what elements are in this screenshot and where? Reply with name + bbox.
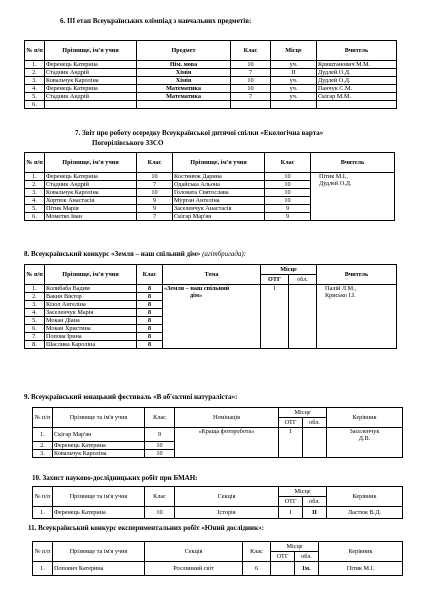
table-row: 4. Ференець Катерина Математика 10 уч. Панчук С.М. bbox=[25, 85, 397, 93]
col-no: № п/п bbox=[25, 265, 45, 285]
section-10-title: 10. Захист науково-дослідницьких робіт при БМАН: bbox=[32, 474, 198, 482]
table-row: 6. Мометко Іван 7 Скігар Мар'ян 9 bbox=[25, 213, 395, 221]
eco-watch-table bbox=[24, 152, 395, 221]
place-obl bbox=[289, 285, 317, 349]
teacher-cell: Пітик М.І., Дудлей О.Д. bbox=[311, 173, 395, 221]
col-class: Клас bbox=[137, 153, 173, 173]
table-row: 3. Ковальчук Кароліна Хімія 10 уч. Дудлей О.Д. bbox=[25, 77, 397, 85]
table-row: 2. Вакин Віктор 8 bbox=[25, 293, 397, 301]
col-subject: Предмет bbox=[137, 41, 231, 61]
table-row: 4. Хортюк Анастасія 9 Мурган Ангеліна 10 bbox=[25, 197, 395, 205]
nomination-cell: «Краща фоторобота» bbox=[175, 428, 279, 458]
research-defense-table bbox=[32, 486, 403, 519]
table-row: 1. Попович Катерина Рослинний світ 6 Ім. Пітик М.І. bbox=[33, 562, 403, 576]
supervisor-cell: Заселенчук Д.В. bbox=[327, 428, 403, 458]
col-otg: ОТГ bbox=[279, 497, 303, 507]
col-class: Клас bbox=[145, 487, 175, 507]
col-class: Клас bbox=[137, 265, 163, 285]
table-row: 2. Стадник Андрій Хімія 7 ІІ Дудлей О.Д. bbox=[25, 69, 397, 77]
table-row: 2. Стадник Андрій 7 Одайська Альона 10 bbox=[25, 181, 395, 189]
section-8-title: 8. Всеукраїнський конкурс «Земля – наш спільний дім» (агітбригада): bbox=[24, 250, 247, 258]
table-row: 1. Скігар Мар'ян 9 «Краща фоторобота» І Заселенчук Д.В. bbox=[33, 428, 403, 442]
table-row: 6. Мокан Христина 8 bbox=[25, 325, 397, 333]
section-7-subtitle: Погорілівського ЗЗСО bbox=[92, 139, 164, 147]
section-6-title: 6. ІІІ етап Всеукраїнських олімпіад з навчальних предметів: bbox=[60, 17, 252, 25]
col-obl: обл. bbox=[303, 497, 327, 507]
col-no: № п/п bbox=[33, 542, 53, 562]
naturalist-festival-table bbox=[32, 407, 403, 458]
col-otg: ОТГ bbox=[271, 552, 295, 562]
col-name: Прізвище та ім'я учня bbox=[53, 542, 145, 562]
col-otg: ОТГ bbox=[261, 275, 289, 285]
section-9-title: 9. Всеукраїнський юнацький фестиваль «В об'єктиві натураліста»: bbox=[24, 393, 238, 401]
col-otg: ОТГ bbox=[279, 418, 303, 428]
col-place: Місце bbox=[279, 408, 327, 418]
col-place: Місце bbox=[261, 265, 317, 275]
earth-contest-table bbox=[24, 264, 397, 349]
young-researcher-table bbox=[32, 541, 403, 576]
table-row: 3. Ковальчук Кароліна 10 Головата Святослава 10 bbox=[25, 189, 395, 197]
col-place: Місце bbox=[279, 487, 327, 497]
table-row: 1. Колибаба Вадим 8 «Земля – наш спільний дім» 1 Палій Л.М., Крисько І.І. bbox=[25, 285, 397, 293]
col-class: Клас bbox=[145, 408, 175, 428]
col-name: Прізвище, ім'я учня bbox=[45, 265, 137, 285]
col-supervisor: Керівник bbox=[327, 408, 403, 428]
topic-cell: «Земля – наш спільний дім» bbox=[163, 285, 261, 349]
place-obl bbox=[303, 428, 327, 458]
table-row: 8. Шаслика Кароліна 8 bbox=[25, 341, 397, 349]
col-no: № п/п bbox=[25, 41, 45, 61]
col-no: № п/п bbox=[33, 408, 53, 428]
olympiad-table bbox=[24, 40, 397, 109]
col-topic: Тема bbox=[163, 265, 261, 285]
col-class: Клас bbox=[243, 542, 271, 562]
section-7-title: 7. Звіт про роботу осередку Всеукраїнської дитячої спілки «Екологічна варта» bbox=[75, 129, 324, 137]
col-name: Прізвище, ім'я учня bbox=[45, 153, 137, 173]
table-row: 5. Мокан Діана 8 bbox=[25, 317, 397, 325]
col-supervisor: Керівник bbox=[319, 542, 403, 562]
table-row: 1. Ференець Катерина 10 Історія І ІІ Ластюк В.Д. bbox=[33, 507, 403, 519]
place-otg: І bbox=[279, 428, 303, 458]
table-row: 1. Ференець Катерина 10 Костинюк Дарина 10 Пітик М.І., Дудлей О.Д. bbox=[25, 173, 395, 181]
table-row: 7. Попова Ірина 8 bbox=[25, 333, 397, 341]
col-name: Прізвище та ім'я учня bbox=[53, 408, 145, 428]
col-no: № п/п bbox=[25, 153, 45, 173]
col-teacher: Вчитель bbox=[311, 153, 395, 173]
col-section: Секція bbox=[145, 542, 243, 562]
table-row: 6. bbox=[25, 101, 397, 109]
table-row: 3. Кізол Ангеліна 8 bbox=[25, 301, 397, 309]
col-teacher: Вчитель bbox=[317, 265, 397, 285]
table-row: 5. Стадник Андрій Математика 7 уч. Скігар М.М. bbox=[25, 93, 397, 101]
col-class-2: Клас bbox=[265, 153, 311, 173]
col-obl: обл. bbox=[289, 275, 317, 285]
col-no: № п/п bbox=[33, 487, 53, 507]
table-row: 2. Ференець Катерина 10 bbox=[33, 442, 403, 450]
table-row: 4. Заселенчук Марія 8 bbox=[25, 309, 397, 317]
table-row: 1. Ференець Катерина Нім. мова 10 уч. Криштанович М.М. bbox=[25, 61, 397, 69]
table-row: 5. Пітик Марія 9 Заселенчук Анастасія 9 bbox=[25, 205, 395, 213]
col-teacher: Вчитель bbox=[317, 41, 397, 61]
col-obl: обл. bbox=[295, 552, 319, 562]
col-place: Місце bbox=[271, 41, 317, 61]
teacher-cell: Палій Л.М., Крисько І.І. bbox=[317, 285, 397, 349]
col-place: Місце bbox=[271, 542, 319, 552]
place-otg: 1 bbox=[261, 285, 289, 349]
col-name: Прізвище, ім'я учня bbox=[45, 41, 137, 61]
col-name-2: Прізвище, ім'я учня bbox=[173, 153, 265, 173]
col-class: Клас bbox=[231, 41, 271, 61]
col-section: Секція bbox=[175, 487, 279, 507]
table-row: 3. Ковальчук Кароліна 10 bbox=[33, 450, 403, 458]
section-11-title: 11. Всеукраїнський конкурс експериментальних робіт «Юний дослідник»: bbox=[28, 524, 264, 532]
col-supervisor: Керівник bbox=[327, 487, 403, 507]
col-name: Прізвище та ім'я учня bbox=[53, 487, 145, 507]
col-nomination: Номінація bbox=[175, 408, 279, 428]
col-obl: обл. bbox=[303, 418, 327, 428]
